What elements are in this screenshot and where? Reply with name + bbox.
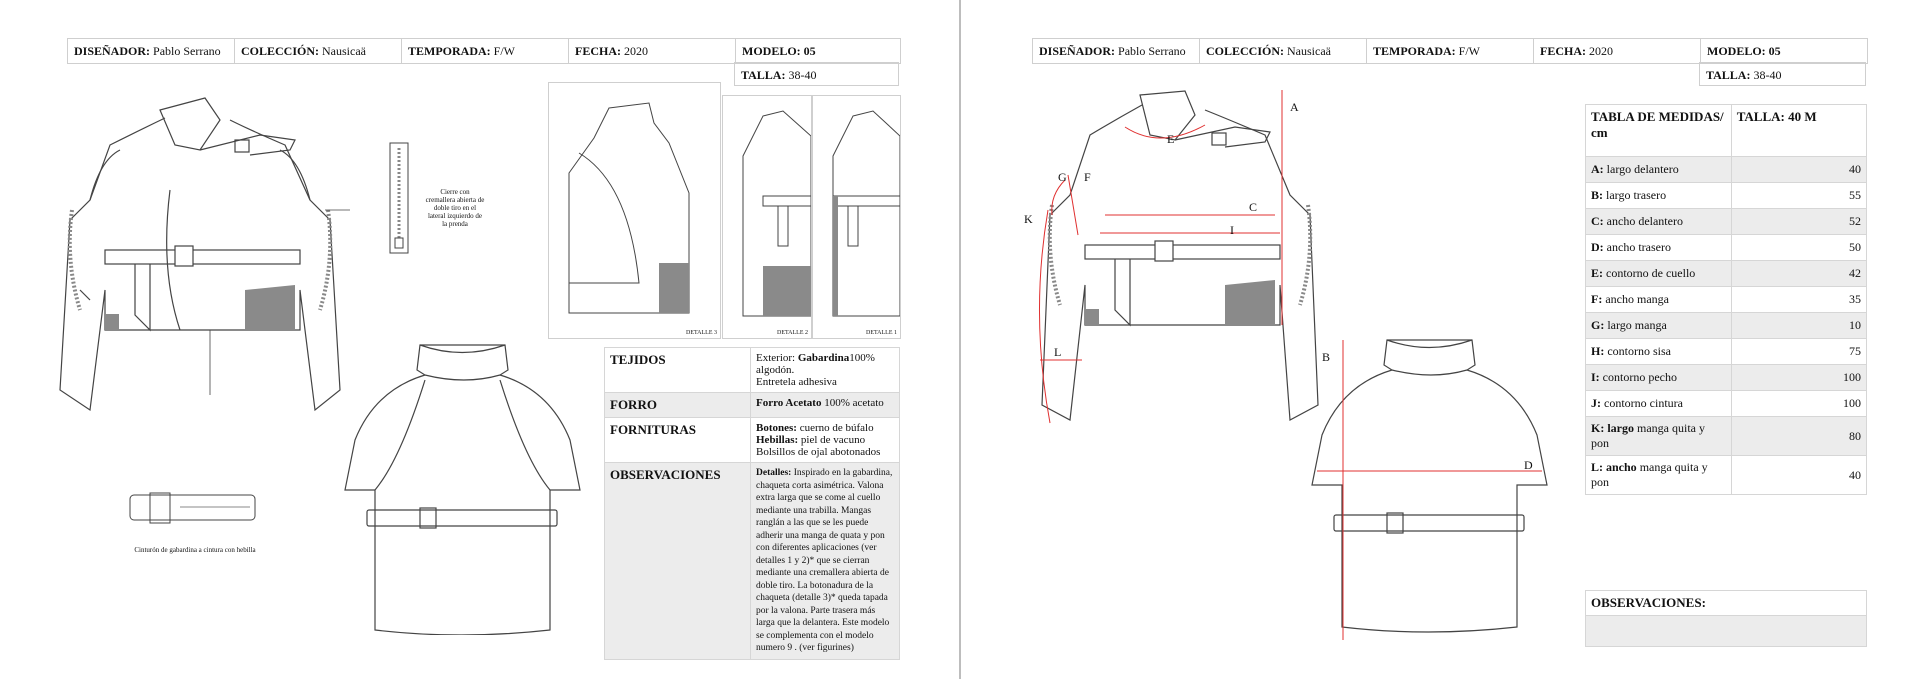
table-row: J: contorno cintura 100 (1586, 391, 1867, 417)
designer-cell: DISEÑADOR: Pablo Serrano (1033, 39, 1200, 63)
designer-cell: DISEÑADOR: Pablo Serrano (68, 39, 235, 63)
back-jacket-drawing (340, 340, 590, 635)
size-cell: TALLA: 38-40 (734, 62, 899, 86)
zipper-drawing (385, 138, 415, 258)
table-row: D: ancho trasero 50 (1586, 235, 1867, 261)
table-row: K: largo manga quita y pon 80 (1586, 417, 1867, 456)
zipper-note: Cierre con cremallera abierta de doble tiro en el lateral izquierdo de la prenda (425, 188, 485, 228)
back-measure-drawing (1307, 335, 1562, 645)
date-cell: FECHA: 2020 (569, 39, 736, 63)
front-measure-drawing (1020, 85, 1340, 435)
model-cell: MODELO: 05 (742, 44, 816, 58)
measure-label-i: I (1230, 223, 1234, 237)
measurements-header: TABLA DE MEDIDAS/ cm TALLA: 40 M (1586, 105, 1867, 157)
measure-label-c: C (1249, 200, 1258, 214)
measure-label-f: F (1084, 170, 1091, 184)
observations-table (1585, 590, 1867, 647)
detail-3-panel (548, 82, 721, 339)
table-row: H: contorno sisa 75 (1586, 339, 1867, 365)
front-jacket-drawing (50, 90, 350, 420)
measure-label-e: E (1167, 132, 1175, 146)
table-row: L: ancho manga quita y pon 40 (1586, 456, 1867, 495)
page-divider (959, 0, 961, 679)
date-cell: FECHA: 2020 (1534, 39, 1701, 63)
table-row: G: largo manga 10 (1586, 313, 1867, 339)
detail-2-label: DETALLE 2 (776, 330, 808, 336)
detail-2-panel (722, 95, 812, 339)
table-row: F: ancho manga 35 (1586, 287, 1867, 313)
header-row (67, 38, 901, 64)
season-cell: TEMPORADA: F/W (402, 39, 569, 63)
spec-row-observaciones: OBSERVACIONES Detalles: Inspirado en la gabardina, chaqueta corta asimétrica. Valona extra larga que se come al cuello mediante una trabilla. Mangas ranglán a las que se les puede adherir una manga de quata y pon con diferentes aplicaciones (ver detalles 1 y 2)* que se cierran mediante una cremallera abierta de doble tiro. La botonadura de la chaqueta (detalle 3)* queda tapada por la valona. Parte trasera más larga que la delantera. Este modelo se complementa con el modelo numero 9 . (ver figurines) (605, 463, 900, 660)
spec-row-tejidos: TEJIDOS Exterior: Gabardina100% algodón. Entretela adhesiva (605, 348, 900, 393)
spec-table (604, 347, 900, 660)
observations-body (1586, 616, 1867, 647)
measure-label-k: K (1024, 212, 1033, 226)
table-row: C: ancho delantero 52 (1586, 209, 1867, 235)
belt-drawing (125, 485, 265, 535)
size-cell: TALLA: 38-40 (1699, 62, 1866, 86)
measure-label-l: L (1054, 345, 1062, 359)
table-row: I: contorno pecho 100 (1586, 365, 1867, 391)
spec-row-fornituras: FORNITURAS Botones: cuerno de búfalo Hebillas: piel de vacuno Bolsillos de ojal abotonados (605, 418, 900, 463)
spec-row-forro: FORRO Forro Acetato 100% acetato (605, 393, 900, 418)
left-page (0, 0, 958, 679)
measure-label-d: D (1524, 458, 1533, 472)
observations-header: OBSERVACIONES: (1586, 591, 1867, 616)
measure-label-g: G (1058, 170, 1067, 184)
header-row-right (1032, 38, 1868, 64)
measurements-table (1585, 104, 1867, 495)
detail-1-label: DETALLE 1 (865, 330, 897, 336)
measure-label-b: B (1322, 350, 1331, 364)
detail-3-label: DETALLE 3 (685, 330, 717, 336)
belt-note: Cinturón de gabardina a cintura con hebilla (134, 546, 256, 554)
table-row: A: largo delantero 40 (1586, 157, 1867, 183)
table-row: E: contorno de cuello 42 (1586, 261, 1867, 287)
detail-1-panel (812, 95, 901, 339)
table-row: B: largo trasero 55 (1586, 183, 1867, 209)
collection-cell: COLECCIÓN: Nausicaä (1200, 39, 1367, 63)
season-cell: TEMPORADA: F/W (1367, 39, 1534, 63)
right-page (962, 0, 1920, 679)
model-cell: MODELO: 05 (1707, 44, 1781, 58)
measure-label-a: A (1290, 100, 1299, 114)
collection-cell: COLECCIÓN: Nausicaä (235, 39, 402, 63)
